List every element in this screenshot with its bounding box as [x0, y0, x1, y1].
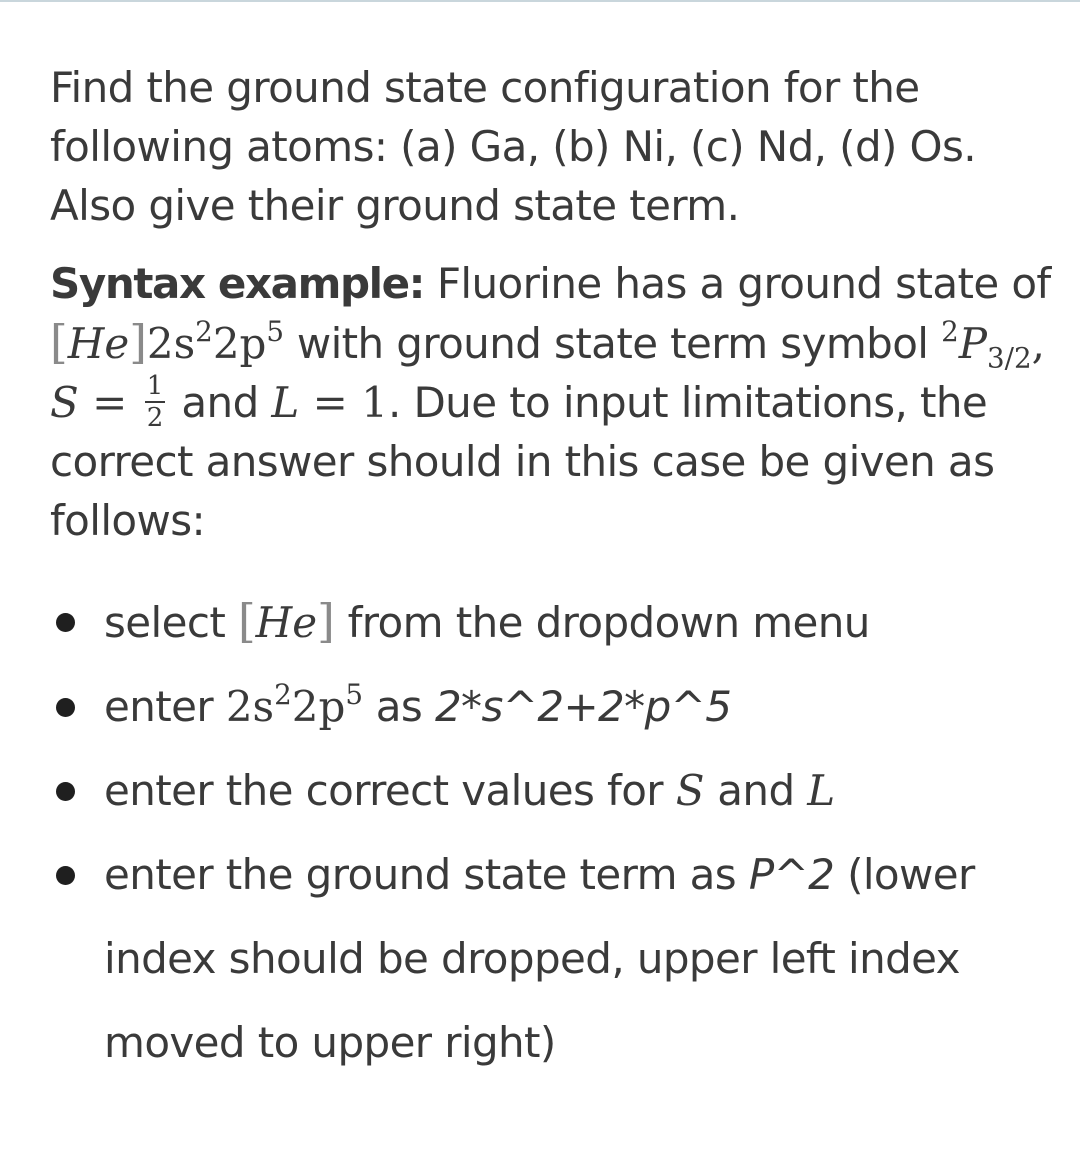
question-prompt: Find the ground state configuration for the following atoms: (a) Ga, (b) Ni, (c) Nd, (d) Os. Also give their ground state term. [50, 63, 977, 230]
bullet-4-prefix: enter the ground state term as [104, 850, 737, 899]
bullet-4-suffix: (lower index should be dropped, upper left index moved to upper right) [104, 850, 975, 1067]
bullet-2-configuration [225, 677, 363, 731]
bullet-icon [56, 613, 75, 632]
config-s-exponent: 2 [195, 314, 213, 348]
bullet-icon [56, 866, 75, 885]
syntax-text-1: Fluorine has a ground state of [436, 259, 1051, 308]
instruction-list [56, 580, 1060, 1085]
config-s-exponent: 2 [274, 677, 292, 711]
bullet-icon [56, 782, 75, 801]
s-variable: S [50, 378, 79, 427]
list-item [56, 580, 1060, 665]
bullet-3-prefix: enter the correct values for [104, 766, 663, 815]
core-symbol: He [255, 598, 318, 647]
term-letter: P [958, 319, 988, 368]
syntax-example-label: Syntax example: [50, 259, 425, 308]
config-p: 2p [291, 682, 346, 731]
bullet-3-l-variable: L [807, 766, 836, 815]
bullet-icon [56, 698, 75, 717]
bullet-4-code: P^2 [748, 850, 835, 899]
bullet-2-code: 2*s^2+2*p^5 [434, 682, 732, 731]
config-p-exponent: 5 [266, 314, 285, 348]
bullet-3-and: and [717, 766, 795, 815]
question-content [50, 58, 1060, 1085]
s-fraction [145, 371, 165, 434]
l-value: 1 [361, 378, 388, 427]
top-divider [0, 0, 1080, 2]
list-item [56, 749, 1060, 833]
term-multiplicity: 2 [941, 314, 959, 348]
list-item [56, 665, 1060, 749]
bullet-2-prefix: enter [104, 682, 214, 731]
bullet-1-core: [He] [237, 595, 335, 648]
syntax-example: Syntax example: Fluorine has a ground state of $[He]2s^22p^5$ with ground state term symbol $^2P_{3/2}$, S = $\frac{1}{2}$ and L = 1. Due to input limitations, the correct answer should in this case be given as follows: [50, 259, 1051, 545]
term-symbol: $^2P_{3/2}$, [941, 314, 1046, 375]
l-variable: L [271, 378, 300, 427]
and-text: and [181, 378, 259, 427]
bullet-2-mid: as [375, 682, 423, 731]
syntax-text-3: . Due to input limitations, the correct answer should in this case be given as follows: [50, 378, 995, 545]
bullet-1-suffix: from the dropdown menu [347, 598, 870, 647]
config-s: 2s [146, 319, 196, 368]
syntax-text-2: with ground state term symbol [296, 319, 929, 368]
config-s: 2s [225, 682, 275, 731]
bullet-3-s-variable: S [675, 766, 705, 815]
term-j: 3/2 [987, 341, 1032, 375]
core-symbol: He [67, 319, 130, 368]
bullet-1-prefix: select [104, 598, 226, 647]
fluorine-configuration: $[He]2s^22p^5$ [50, 314, 285, 369]
list-item [56, 833, 1060, 1085]
s-fraction-denominator: 2 [146, 403, 163, 434]
config-p: 2p [212, 319, 267, 368]
s-fraction-numerator: 1 [145, 373, 165, 403]
config-p-exponent: 5 [345, 677, 363, 711]
